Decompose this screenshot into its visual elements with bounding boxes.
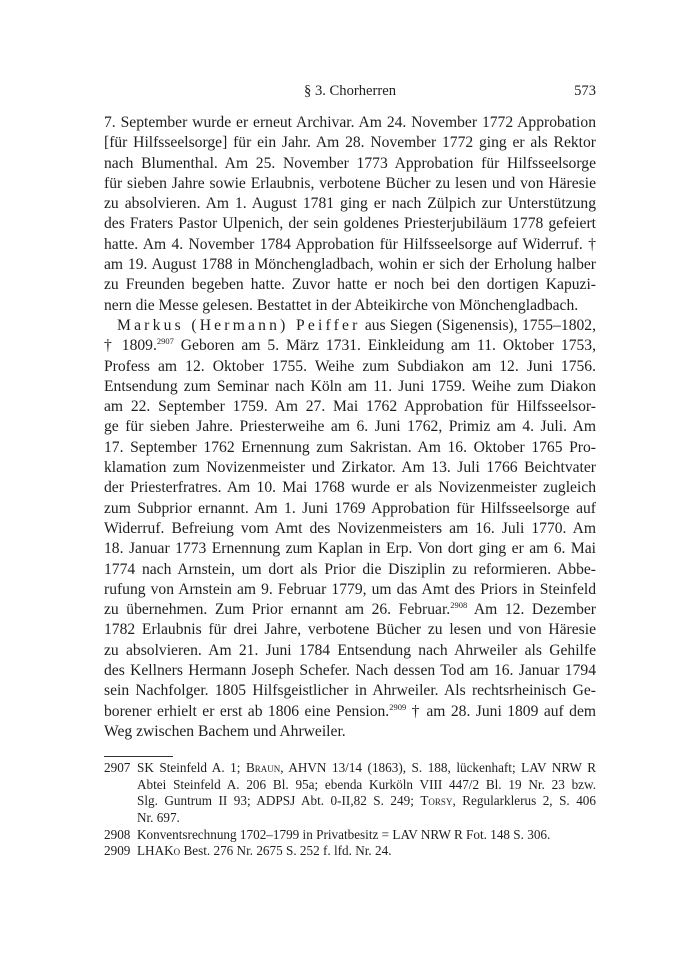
- page-number: 573: [574, 83, 596, 99]
- entry-heading-line: [104, 316, 596, 336]
- author-name: Torsy: [420, 793, 453, 809]
- body-text: [104, 113, 596, 742]
- text-span: borener erhielt er erst ab 1806 eine Pension.: [104, 702, 390, 720]
- footnote-number: 2909: [104, 843, 131, 859]
- footnote-line: Konventsrechnung 1702–1799 in Privatbesitz = LAV NRW R Fot. 148 S. 306.: [137, 826, 551, 842]
- footnotes: [104, 760, 596, 880]
- text-line: für sieben Jahre sowie Erlaubnis, verbotene Bücher zu lesen und von Häresie: [104, 174, 596, 192]
- text-line: am 19. August 1788 in Mönchengladbach, wohin er sich der Erholung halber: [104, 256, 596, 274]
- text-line: klamation zum Novizenmeister und Zirkator. Am 13. Juli 1766 Beichtvater: [104, 459, 596, 477]
- footnote-separator: [104, 756, 173, 757]
- text-span: Slg. Guntrum II 93; ADPSJ Abt. 0-II,82 S. 249;: [137, 793, 421, 809]
- text-span: Am 12. Dezember: [467, 601, 596, 619]
- text-line: Widerruf. Befreiung vom Amt des Novizenmeisters am 16. Juli 1770. Am: [104, 519, 596, 537]
- text-line: des Kellners Hermann Joseph Schefer. Nach dessen Tod am 16. Januar 1794: [104, 662, 596, 680]
- text-line: [104, 336, 596, 356]
- text-line: nach Blumenthal. Am 25. November 1773 Approbation für Hilfsseelsorge: [104, 154, 596, 172]
- text-span: , Regularklerus 2, S. 406: [452, 793, 596, 809]
- running-head: [104, 0, 596, 103]
- text-line: zu Freunden begeben hatte. Zuvor hatte er noch bei den dortigen Kapuzi-: [104, 276, 596, 294]
- footnote-ref-2907[interactable]: 2907: [156, 336, 174, 347]
- text-line: Weg zwischen Bachem und Ahrweiler.: [104, 722, 346, 740]
- text-line: 1774 nach Arnstein, um dort als Prior die Disziplin zu reformieren. Abbe-: [104, 560, 596, 578]
- text-span: , AHVN 13/14 (1863), S. 188, lückenhaft; LAV NRW R: [280, 760, 596, 776]
- text-span: SK Steinfeld A. 1;: [137, 760, 246, 776]
- text-span: LHA: [137, 843, 165, 859]
- text-line: 1782 Erlaubnis für drei Jahre, verbotene Bücher zu lesen und von Häresie: [104, 621, 596, 639]
- author-name: Braun: [245, 760, 281, 776]
- text-line: ge für sieben Jahre. Priesterweihe am 6. Juni 1762, Primiz am 4. Juli. Am: [104, 418, 596, 436]
- text-line: hatte. Am 4. November 1784 Approbation für Hilfsseelsorge auf Widerruf. †: [104, 235, 596, 253]
- text-line: [104, 600, 596, 620]
- footnote-number: 2907: [104, 760, 131, 776]
- text-span: Ko: [164, 843, 181, 859]
- text-span: Geboren am 5. März 1731. Einkleidung am 11. Oktober 1753,: [173, 337, 597, 355]
- text-line: zu absolvieren. Am 1. August 1781 ging er nach Zülpich zur Unterstützung: [104, 195, 596, 213]
- footnote-2909: [104, 843, 596, 860]
- footnote-text: [137, 827, 596, 844]
- footnote-2908: [104, 827, 596, 844]
- text-line: des Fraters Pastor Ulpenich, der sein goldenes Priesterjubiläum 1778 gefeiert: [104, 215, 596, 233]
- text-line: 17. September 1762 Ernennung zum Sakristan. Am 16. Oktober 1765 Pro-: [104, 438, 596, 456]
- text-span: † 1809.: [104, 337, 157, 355]
- text-line: [für Hilfsseelsorge] für ein Jahr. Am 28. November 1772 ging er als Rektor: [104, 134, 596, 152]
- text-line: der Priesterfratres. Am 10. Mai 1768 wurde er als Novizenmeister zugleich: [104, 479, 596, 497]
- text-span: zu übernehmen. Zum Prior ernannt am 26. Februar.: [104, 601, 451, 619]
- text-span: Best. 276 Nr. 2675 S. 252 f. lfd. Nr. 24.: [180, 843, 392, 859]
- text-line: rufung von Arnstein am 9. Februar 1779, um das Amt des Priors in Steinfeld: [104, 580, 596, 598]
- person-name: Markus (Hermann) Peiffer: [117, 316, 361, 334]
- section-title: § 3. Chorherren: [304, 83, 396, 99]
- footnote-line: Abtei Steinfeld A. 206 Bl. 95a; ebenda Kurköln VIII 447/2 Bl. 19 Nr. 23 bzw.: [137, 776, 596, 792]
- footnote-text: [137, 760, 596, 826]
- footnote-text: [137, 843, 596, 860]
- text-line: zum Subprior ernannt. Am 1. Juni 1769 Approbation für Hilfsseelsorge auf: [104, 499, 596, 517]
- text-line: [104, 702, 596, 722]
- footnote-number: 2908: [104, 826, 131, 842]
- footnote-line: Nr. 697.: [137, 809, 180, 825]
- footnote-line: [137, 843, 596, 860]
- text-line: am 22. September 1759. Am 27. Mai 1762 Approbation für Hilfsseelsor-: [104, 398, 596, 416]
- text-line: 7. September wurde er erneut Archivar. Am 24. November 1772 Approbation: [104, 114, 596, 131]
- text-line: zu absolvieren. Am 21. Juni 1784 Entsendung nach Ahrweiler als Gehilfe: [104, 641, 596, 659]
- text-line: Entsendung zum Seminar nach Köln am 11. Juni 1759. Weihe zum Diakon: [104, 377, 596, 395]
- footnote-line: [137, 760, 596, 777]
- footnote-2907: [104, 760, 596, 826]
- footnote-ref-2908[interactable]: 2908: [450, 600, 468, 611]
- text-span: aus Siegen (Sigenensis), 1755–1802,: [364, 316, 596, 334]
- footnote-line: [137, 793, 596, 810]
- text-line: nern die Messe gelesen. Bestattet in der Abteikirche von Mönchengladbach.: [104, 296, 579, 314]
- text-span: † am 28. Juni 1809 auf dem: [406, 702, 596, 720]
- footnote-ref-2909[interactable]: 2909: [389, 701, 407, 712]
- text-line: Profess am 12. Oktober 1755. Weihe zum Subdiakon am 12. Juni 1756.: [104, 357, 596, 375]
- text-line: sein Nachfolger. 1805 Hilfsgeistlicher in Ahrweiler. Als rechtsrheinisch Ge-: [104, 682, 596, 700]
- text-line: 18. Januar 1773 Ernennung zum Kaplan in Erp. Von dort ging er am 6. Mai: [104, 540, 596, 558]
